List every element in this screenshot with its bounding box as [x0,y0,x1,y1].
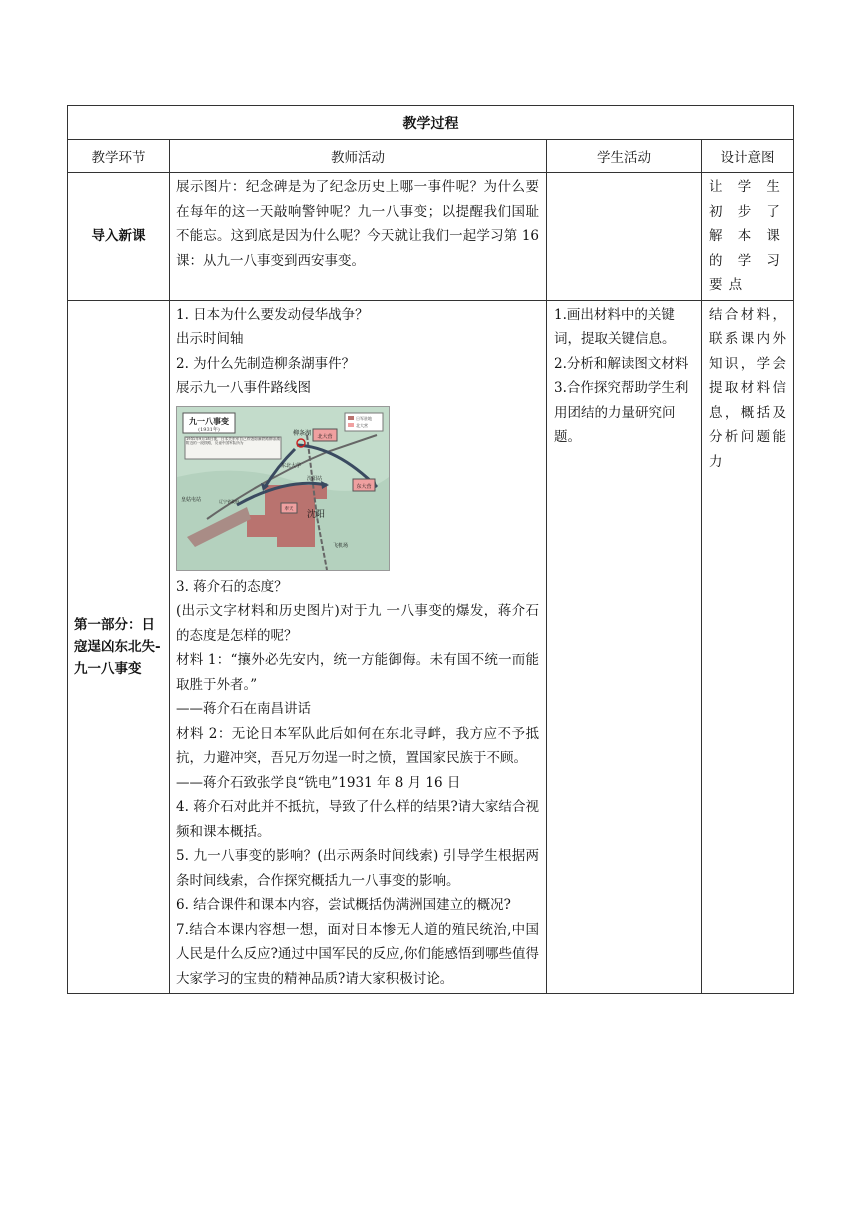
mukden-incident-map [176,406,390,571]
map-note: 1931年9月18日夜，日本关东军自己炸毁南满铁路柳条湖附近的一段铁路，反诬中国军队所为 [186,436,280,445]
design-intent-part-one: 结合材料，联系课内外知识，学会提取材料信息，概括及分析问题能力 [702,300,794,994]
material-1-source: ——蒋介石在南昌讲话 [176,701,311,717]
question-1: 1. 日本为什么要发动侵华战争？ [176,306,369,323]
map-label-beidaying: 北大营 [317,433,333,440]
student-activity-intro [547,173,702,301]
header-student: 学生活动 [547,140,702,173]
teacher-activity-intro: 展示图片：纪念碑是为了纪念历史上哪一事件呢？为什么要在每年的这一天敲响警钟呢？九一八事变；以提醒我们国耻不能忘。这到底是因为什么呢？今天就让我们一起学习第 16 课：从九一八事变到西安事变。 [170,173,547,301]
material-intro: (出示文字材料和历史图片)对于九 一八事变的爆发，蒋介石的态度是怎样的呢？ [176,603,539,644]
map-label-huanggutun: 皇姑屯站 [181,496,202,503]
material-2: 材料 2：无论日本军队此后如何在东北寻衅，我方应不予抵抗，力避冲突，吾兄万勿逞一时之愤，置国家民族于不顾。 [176,725,539,766]
map-label-northeast-univ: 东北大学 [281,462,302,469]
map-label-shenyang: 沈阳 [307,509,326,520]
map-label-liutiaohu: 柳条湖 [293,429,312,437]
map-legend-2: 北大营 [356,422,368,428]
map-label-provincial-gov: 辽宁省政府 [219,498,239,504]
question-2: 2. 为什么先制造柳条湖事件？ [176,355,356,372]
map-label-fengtian: 奉天 [284,506,294,512]
map-label-shenyang-station: 沈阳站 [307,475,323,482]
question-6: 6. 结合课件和课本内容，尝试概括伪满洲国建立的概况? [176,897,511,913]
header-teacher: 教师活动 [170,140,547,173]
map-legend-1: 日军驻地 [356,415,372,421]
header-stage: 教学环节 [68,140,170,173]
map-label-airport: 飞机场 [333,542,349,549]
question-7: 7.结合本课内容想一想，面对日本惨无人道的殖民统治,中国人民是什么反应?通过中国军民的反应,你们能感悟到哪些值得大家学习的宝贵的精神品质?请大家积极讨论。 [176,921,539,987]
material-2-source: ——蒋介石致张学良“铣电”1931 年 8 月 16 日 [176,774,461,791]
stage-part-one: 第一部分：日寇逞凶东北失-九一八事变 [68,300,170,994]
map-title: 九一八事变 [189,415,229,426]
student-item-1: 1.画出材料中的关键词，提取关键信息。 [554,306,676,347]
question-4: 4. 蒋介石对此并不抵抗，导致了什么样的结果?请大家结合视频和课本概括。 [176,799,539,840]
student-item-2: 2.分析和解读图文材料 [554,355,689,372]
route-map-note: 展示九一八事件路线图 [176,380,311,396]
table-title: 教学过程 [68,106,794,140]
teacher-activity-part-one [170,300,547,994]
question-3: 3. 蒋介石的态度？ [176,578,288,595]
map-label-dongdaying: 东大营 [356,483,372,490]
stage-intro: 导入新课 [68,173,170,301]
student-activity-part-one [547,300,702,994]
map-subtitle: (1931年) [198,426,220,433]
teaching-process-table [67,105,794,994]
student-item-3: 3.合作探究帮助学生利用团结的力量研究问题。 [554,380,689,445]
material-1: 材料 1：“攘外必先安内，统一方能御侮。未有国不统一而能取胜于外者。” [176,652,539,693]
question-5: 5. 九一八事变的影响？(出示两条时间线索) 引导学生根据两条时间线索，合作探究概括九一八事变的影响。 [176,848,539,889]
design-intent-intro: 让学生初步了解本课的学习要点 [702,173,794,301]
timeline-note: 出示时间轴 [176,331,244,347]
header-design: 设计意图 [702,140,794,173]
